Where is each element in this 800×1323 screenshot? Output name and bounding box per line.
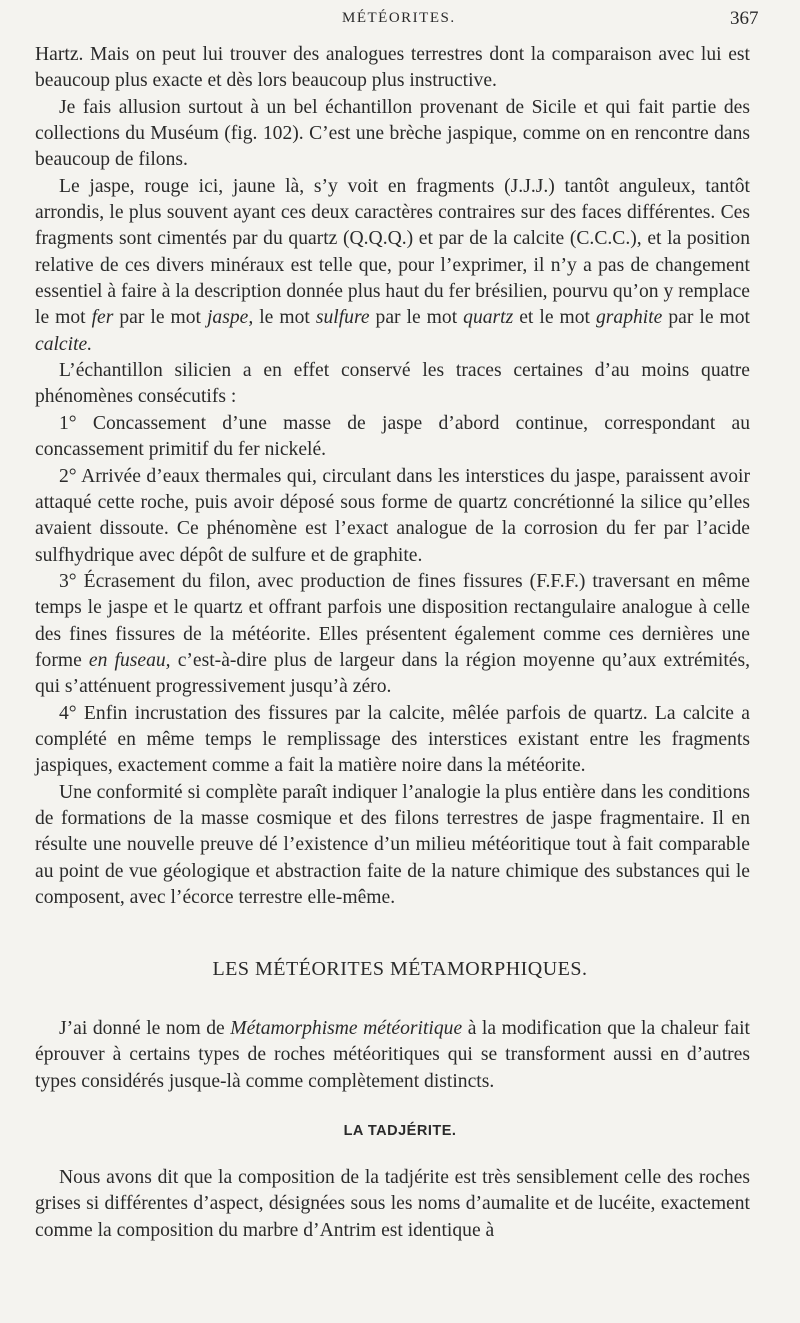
italic-term: en fuseau, bbox=[88, 649, 171, 671]
text-run: par le mot bbox=[369, 307, 464, 329]
text-run: Nous avons dit que la composition de la tadjérite est très sensiblement celle des roches grises si différentes d’aspect, désignées sous les noms d’aumalite et de lucéite, exactement comme la composition du marbre d’Antrim est identique à bbox=[35, 1167, 750, 1241]
subsection-heading: LA TADJÉRITE. bbox=[343, 1123, 457, 1139]
paragraph bbox=[35, 1165, 750, 1244]
italic-term: quartz bbox=[463, 307, 514, 329]
text-run: Je fais allusion surtout à un bel échantillon provenant de Sicile et qui fait partie des collections du Muséum (fig. 102). C’est une brèche jaspique, comme on en rencontre dans beaucoup de filons. bbox=[35, 96, 750, 171]
text-run: le mot bbox=[253, 307, 316, 329]
paragraph bbox=[35, 95, 750, 174]
text-run: et le mot bbox=[513, 307, 596, 329]
text-run: J’ai donné le nom de bbox=[59, 1018, 231, 1039]
text-run: 1° Concassement d’une masse de jaspe d’abord continue, correspondant au concassement primitif du fer nickelé. bbox=[35, 412, 750, 461]
text-run: Hartz. Mais on peut lui trouver des analogues terrestres dont la comparaison avec lui est beaucoup plus exacte et dès lors beaucoup plus instructive. bbox=[35, 44, 750, 92]
text-run: Le jaspe, rouge ici, jaune là, s’y voit en fragments (J.J.J.) tantôt anguleux, tantôt arrondis, le plus souvent ayant ces deux caractères contraires sur des faces différentes. Ces fragments sont cimentés par du quartz (Q.Q.Q.) et par de la calcite (C.C.C.), et la position relative de ces divers minéraux est telle que, pour l’exprimer, il n’y a pas de changement essentiel à faire à la description donnée plus haut du fer brésilien, pourvu qu’on y remplace le mot bbox=[35, 175, 750, 329]
paragraph bbox=[35, 174, 750, 358]
italic-term: graphite bbox=[595, 307, 663, 329]
paragraph bbox=[35, 358, 750, 411]
running-head-title: MÉTÉORITES. bbox=[342, 10, 456, 26]
text-run: 2° Arrivée d’eaux thermales qui, circulant dans les interstices du jaspe, paraissent avoir attaqué cette roche, puis avoir déposé sous forme de quartz concrétionné la silice qu’elles avaient dissoute. Ce phénomène est l’exact analogue de la corrosion du fer par l’acide sulfhydrique avec dépôt de sulfure et de graphite. bbox=[35, 465, 750, 566]
text-run: 3° Écrasement du filon, avec production de fines fissures (F.F.F.) traversant en même temps le jaspe et le quartz et offrant parfois une disposition rectangulaire analogue à celle des fines fissures de la météorite. Elles présentent également comme ces dernières une forme bbox=[35, 570, 750, 671]
text-run: par le mot bbox=[662, 307, 751, 329]
paragraph bbox=[35, 569, 750, 701]
italic-term: calcite. bbox=[35, 333, 93, 355]
paragraph bbox=[35, 780, 750, 912]
italic-term: sulfure bbox=[315, 307, 370, 329]
text-run: 4° Enfin incrustation des fissures par la calcite, mêlée parfois de quartz. La calcite a complété en même temps le remplissage des interstices existant entre les fragments jaspiques, exactement comme a fait la matière noire dans la météorite. bbox=[35, 702, 750, 777]
text-run: Une conformité si complète paraît indiquer l’analogie la plus entière dans les conditions de formations de la masse cosmique et des filons terrestres de jaspe fragmentaire. Il en résulte une nouvelle preuve dé l’existence d’un milieu météoritique tout à fait comparable au point de vue géologique et abstraction faite de la nature chimique des substances qui le composent, avec l’écorce terrestre elle-même. bbox=[35, 781, 750, 908]
text-run: L’échantillon silicien a en effet conservé les traces certaines d’au moins quatre phénomènes consécutifs : bbox=[35, 360, 750, 408]
italic-term: Métamorphisme météoritique bbox=[230, 1018, 463, 1039]
italic-term: jaspe, bbox=[206, 307, 254, 329]
paragraph bbox=[35, 464, 750, 569]
paragraph bbox=[35, 701, 750, 780]
page-number: 367 bbox=[730, 8, 759, 29]
italic-term: fer bbox=[91, 307, 114, 329]
main-text-block bbox=[35, 42, 750, 911]
section-text-block bbox=[35, 1016, 750, 1095]
paragraph bbox=[35, 42, 750, 95]
paragraph bbox=[35, 1016, 750, 1095]
text-run: c’est-à-dire plus de largeur dans la région moyenne qu’aux extrémités, qui s’atténuent progressivement jusqu’à zéro. bbox=[35, 649, 751, 698]
section-heading: LES MÉTÉORITES MÉTAMORPHIQUES. bbox=[212, 958, 588, 980]
running-head bbox=[0, 8, 800, 32]
paragraph bbox=[35, 411, 750, 464]
text-run: par le mot bbox=[113, 307, 207, 329]
subsection-text-block bbox=[35, 1165, 750, 1244]
text-run: à la modification que la chaleur fait éprouver à certains types de roches météoritiques qui se transforment aussi en d’autres types considérés jusque-là comme complètement distincts. bbox=[35, 1018, 750, 1092]
